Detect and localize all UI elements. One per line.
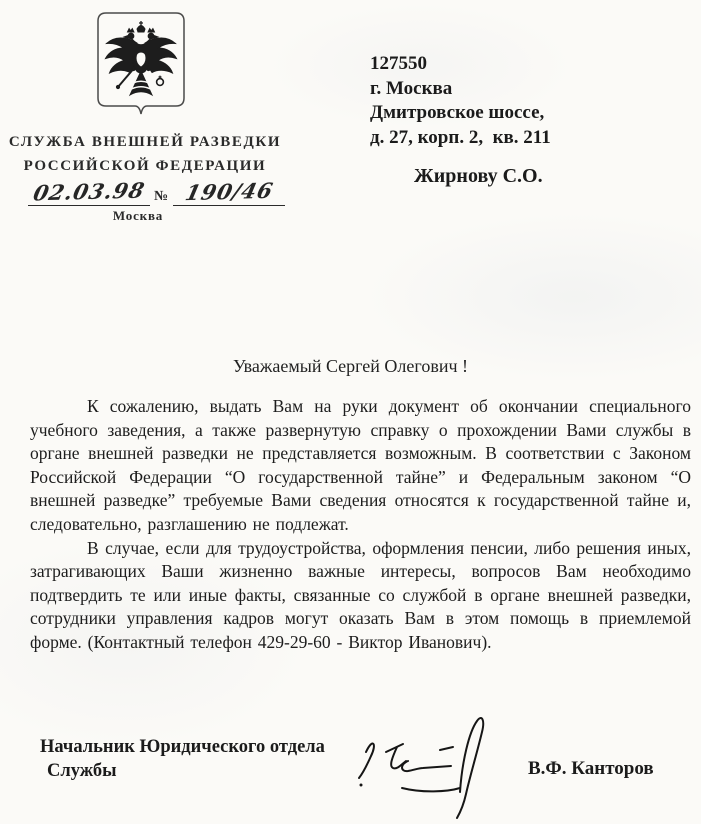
org-name-line1: СЛУЖБА ВНЕШНЕЙ РАЗВЕДКИ <box>8 134 282 150</box>
date-underline <box>28 179 150 206</box>
coat-of-arms-icon <box>95 10 187 125</box>
letter-body <box>30 395 691 655</box>
org-name-line2: РОССИЙСКОЙ ФЕДЕРАЦИИ <box>23 158 267 174</box>
recipient-name: Жирнову С.О. <box>414 165 543 187</box>
signoff-title-line2: Службы <box>47 761 117 781</box>
recipient-building: д. 27, корп. 2, кв. 211 <box>370 126 551 148</box>
signature-icon <box>342 690 502 824</box>
letterhead-city: Москва <box>112 208 164 223</box>
handwritten-number: 190/46 <box>182 177 276 206</box>
letterhead-org-name <box>8 130 282 178</box>
salutation: Уважаемый Сергей Олегович ! <box>232 356 469 376</box>
recipient-city: г. Москва <box>370 77 453 99</box>
numero-sign: № <box>154 189 169 204</box>
signoff-name: В.Ф. Канторов <box>528 758 654 779</box>
recipient-street: Дмитровское шоссе, <box>370 102 545 123</box>
body-paragraph-1: К сожалению, выдать Вам на руки документ об окончании специального учебного заведения, а также развернутую справку о прохождении Вами службы в органе внешней разведки не представляется возможным. В соответствии с Законом Российской Федерации “О государственной тайне” и Федеральным законом “О внешней разведке” требуемые Вами сведения относятся к государственной тайне и, следовательно, разглашению не подлежат. <box>30 396 691 534</box>
reference-line <box>28 176 288 206</box>
handwritten-date: 02.03.98 <box>30 177 148 206</box>
recipient-address <box>370 52 690 150</box>
recipient-postal-code: 127550 <box>370 53 427 74</box>
body-paragraph-2: В случае, если для трудоустройства, оформления пенсии, либо решения иных, затрагивающих Ваши жизненно важные интересы, вопросов Вам необходимо подтвердить те или иные факты, связанные со службой в органе внешней разведки, сотрудники управления кадров могут оказать Вам в этом помощь в приемлемой форме. (Контактный телефон 429-29-60 - Виктор Иванович). <box>30 537 691 652</box>
signoff-title-line1: Начальник Юридического отдела <box>40 737 325 757</box>
number-underline <box>173 179 285 206</box>
